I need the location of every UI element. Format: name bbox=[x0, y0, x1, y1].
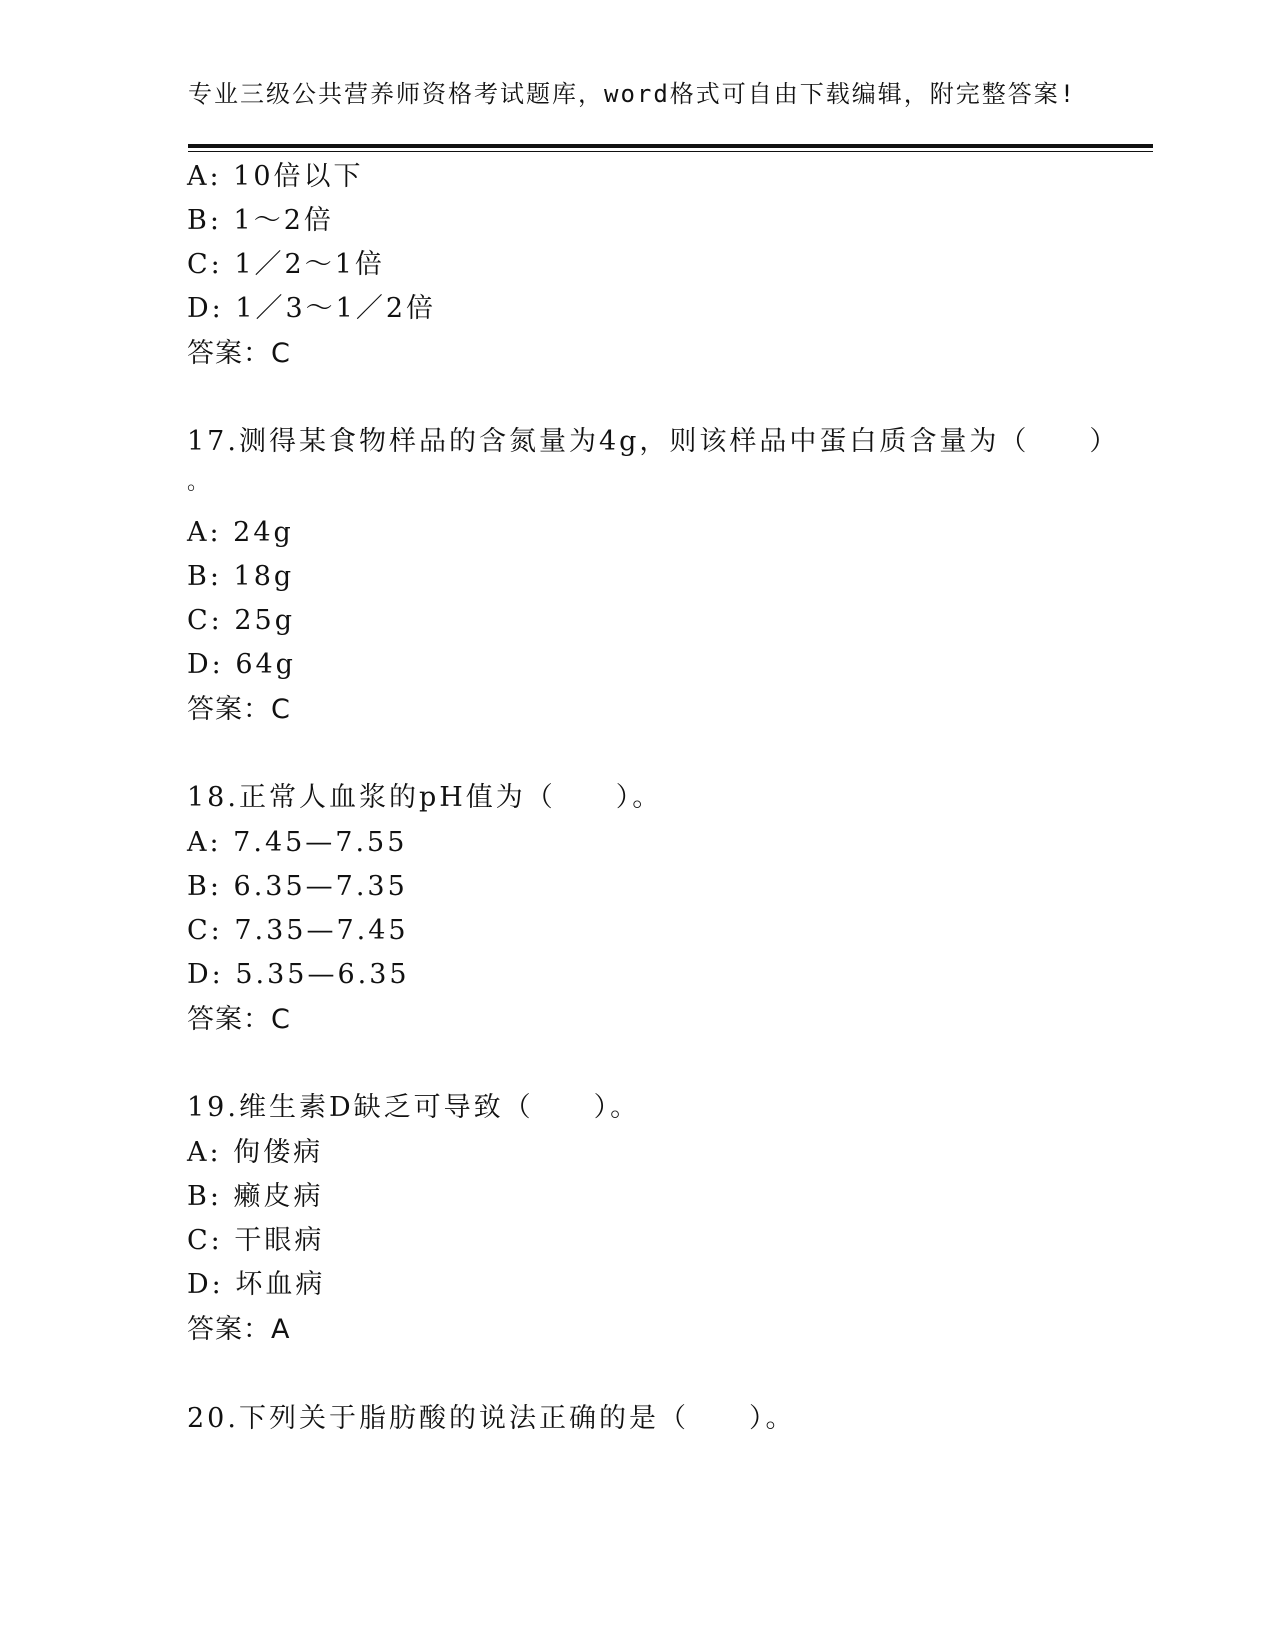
page-header: 专业三级公共营养师资格考试题库，word格式可自由下载编辑，附完整答案! bbox=[188, 80, 1077, 108]
prev-option-a: A: 10倍以下 bbox=[187, 161, 364, 192]
q17-stem: 17.测得某食物样品的含氮量为4g，则该样品中蛋白质含量为（ ） bbox=[187, 426, 1120, 457]
prev-option-d: D: 1／3～1／2倍 bbox=[187, 293, 437, 324]
prev-option-b: B: 1～2倍 bbox=[187, 205, 334, 236]
q18-option-a: A: 7.45—7.55 bbox=[187, 827, 408, 858]
q19-option-a: A: 佝偻病 bbox=[187, 1137, 324, 1168]
header-rule-thin bbox=[188, 151, 1153, 152]
q19-option-b: B: 癞皮病 bbox=[187, 1181, 324, 1212]
q17-option-c: C: 25g bbox=[187, 605, 295, 636]
q19-option-d: D: 坏血病 bbox=[187, 1269, 326, 1300]
q17-option-a: A: 24g bbox=[187, 517, 294, 548]
q18-option-c: C: 7.35—7.45 bbox=[187, 915, 409, 946]
q18-option-b: B: 6.35—7.35 bbox=[187, 871, 408, 902]
prev-answer: 答案：C bbox=[187, 338, 291, 369]
prev-option-c: C: 1／2～1倍 bbox=[187, 249, 385, 280]
q19-answer: 答案：A bbox=[187, 1314, 291, 1345]
q17-option-d: D: 64g bbox=[187, 649, 296, 680]
q18-option-d: D: 5.35—6.35 bbox=[187, 959, 410, 990]
q19-option-c: C: 干眼病 bbox=[187, 1225, 325, 1256]
header-rule-thick bbox=[188, 144, 1153, 148]
q18-stem: 18.正常人血浆的pH值为（ ）。 bbox=[187, 782, 663, 813]
q20-stem: 20.下列关于脂肪酸的说法正确的是（ ）。 bbox=[187, 1403, 796, 1434]
q17-answer: 答案：C bbox=[187, 694, 291, 725]
q17-stem-continuation: 。 bbox=[187, 470, 213, 495]
q19-stem: 19.维生素D缺乏可导致（ ）。 bbox=[187, 1092, 641, 1123]
q17-option-b: B: 18g bbox=[187, 561, 295, 592]
q18-answer: 答案：C bbox=[187, 1004, 291, 1035]
